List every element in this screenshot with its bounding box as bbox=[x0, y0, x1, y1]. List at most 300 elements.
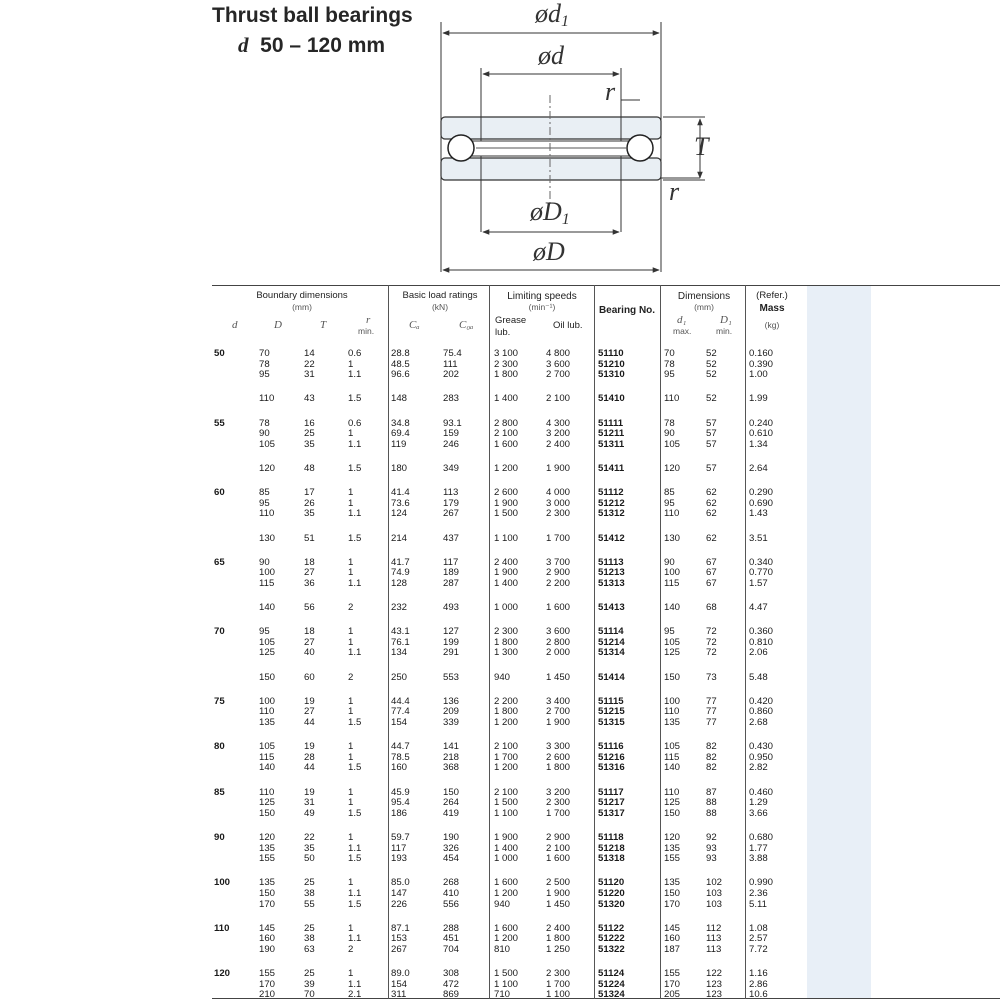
cell-mass: 0.680 bbox=[749, 831, 774, 843]
cell-T: 25 bbox=[304, 877, 315, 889]
row-group bbox=[212, 488, 1000, 520]
row-group bbox=[212, 349, 1000, 381]
cell-D: 190 bbox=[259, 943, 276, 955]
cell-grease: 940 bbox=[494, 671, 511, 683]
cell-r: 1.5 bbox=[348, 532, 362, 544]
cell-d: 75 bbox=[214, 695, 225, 707]
row-group bbox=[212, 394, 1000, 405]
cell-C0a: 267 bbox=[443, 508, 460, 520]
cell-Ca: 28.8 bbox=[391, 348, 410, 359]
cell-C0a: 246 bbox=[443, 438, 460, 450]
cell-D: 85 bbox=[259, 487, 270, 499]
header-col-grease: Grease bbox=[495, 315, 527, 326]
cell-T: 50 bbox=[304, 853, 315, 865]
cell-mass: 0.160 bbox=[749, 348, 774, 359]
cell-r: 1.5 bbox=[348, 762, 362, 774]
cell-Ca: 134 bbox=[391, 647, 408, 659]
cell-d1: 85 bbox=[664, 487, 675, 499]
cell-d: 55 bbox=[214, 417, 225, 429]
cell-grease: 1 700 bbox=[494, 751, 519, 763]
cell-C0a: 326 bbox=[443, 842, 460, 854]
cell-Ca: 186 bbox=[391, 807, 408, 819]
bearing-drawing bbox=[0, 0, 1000, 285]
cell-D1: 72 bbox=[706, 647, 717, 659]
cell-Ca: 148 bbox=[391, 393, 408, 405]
row-group bbox=[212, 673, 1000, 684]
cell-oil: 1 600 bbox=[546, 602, 571, 614]
cell-D: 105 bbox=[259, 741, 276, 753]
row-group bbox=[212, 464, 1000, 475]
cell-d1: 90 bbox=[664, 428, 675, 440]
ball-left bbox=[448, 135, 474, 161]
cell-oil: 1 450 bbox=[546, 898, 571, 910]
cell-Ca: 41.4 bbox=[391, 487, 410, 499]
cell-mass: 4.47 bbox=[749, 602, 768, 614]
cell-d1: 125 bbox=[664, 647, 681, 659]
subtitle-symbol: d bbox=[238, 33, 249, 57]
cell-Ca: 59.7 bbox=[391, 831, 410, 843]
row-group bbox=[212, 742, 1000, 774]
cell-grease: 1 500 bbox=[494, 968, 519, 980]
cell-d: 70 bbox=[214, 626, 225, 638]
cell-C0a: 869 bbox=[443, 989, 460, 1001]
cell-C0a: 553 bbox=[443, 671, 460, 683]
cell-oil: 4 800 bbox=[546, 348, 571, 359]
cell-bearing: 51324 bbox=[598, 989, 625, 1001]
header-col-C0a: C₀ₐ bbox=[459, 319, 474, 331]
cell-bearing: 51120 bbox=[598, 877, 625, 889]
cell-T: 35 bbox=[304, 508, 315, 520]
table-row bbox=[212, 440, 1000, 451]
cell-grease: 3 100 bbox=[494, 348, 519, 359]
cell-d1: 155 bbox=[664, 968, 681, 980]
cell-Ca: 124 bbox=[391, 508, 408, 520]
cell-T: 31 bbox=[304, 797, 315, 809]
cell-Ca: 87.1 bbox=[391, 922, 410, 934]
cell-C0a: 268 bbox=[443, 877, 460, 889]
cell-grease: 2 800 bbox=[494, 417, 519, 429]
cell-grease: 1 300 bbox=[494, 647, 519, 659]
cell-r: 2 bbox=[348, 943, 354, 955]
cell-oil: 2 600 bbox=[546, 751, 571, 763]
cell-T: 44 bbox=[304, 762, 315, 774]
cell-oil: 1 700 bbox=[546, 978, 571, 990]
cell-Ca: 117 bbox=[391, 842, 407, 854]
cell-D1: 62 bbox=[706, 532, 717, 544]
cell-D: 110 bbox=[259, 508, 275, 520]
cell-bearing: 51411 bbox=[598, 462, 625, 474]
cell-grease: 940 bbox=[494, 898, 511, 910]
cell-D: 125 bbox=[259, 647, 276, 659]
cell-D: 150 bbox=[259, 807, 276, 819]
cell-r: 1 bbox=[348, 487, 354, 499]
cell-d1: 205 bbox=[664, 989, 681, 1001]
cell-D: 70 bbox=[259, 348, 270, 359]
cell-grease: 2 100 bbox=[494, 741, 519, 753]
cell-D: 160 bbox=[259, 933, 276, 945]
cell-grease: 1 400 bbox=[494, 393, 519, 405]
cell-C0a: 202 bbox=[443, 369, 460, 381]
row-group bbox=[212, 603, 1000, 614]
table-row bbox=[212, 854, 1000, 865]
header-col-r-min: min. bbox=[358, 326, 375, 336]
cell-Ca: 128 bbox=[391, 577, 408, 589]
cell-T: 25 bbox=[304, 922, 315, 934]
cell-d1: 105 bbox=[664, 636, 681, 648]
cell-Ca: 69.4 bbox=[391, 428, 410, 440]
cell-D: 145 bbox=[259, 922, 276, 934]
cell-D1: 57 bbox=[706, 417, 717, 429]
cell-D1: 62 bbox=[706, 487, 717, 499]
cell-D: 78 bbox=[259, 417, 270, 429]
cell-d: 80 bbox=[214, 741, 225, 753]
cell-T: 27 bbox=[304, 636, 315, 648]
cell-D1: 67 bbox=[706, 577, 717, 589]
cell-r: 1.5 bbox=[348, 898, 362, 910]
cell-T: 25 bbox=[304, 428, 315, 440]
row-group bbox=[212, 558, 1000, 590]
cell-bearing: 51212 bbox=[598, 497, 625, 509]
cell-d1: 105 bbox=[664, 741, 681, 753]
table-row bbox=[212, 718, 1000, 729]
label-d: ød bbox=[538, 41, 564, 70]
cell-d1: 130 bbox=[664, 532, 681, 544]
cell-D1: 52 bbox=[706, 358, 717, 370]
cell-mass: 2.57 bbox=[749, 933, 768, 945]
cell-grease: 1 100 bbox=[494, 978, 519, 990]
cell-oil: 2 000 bbox=[546, 647, 571, 659]
cell-oil: 1 900 bbox=[546, 717, 571, 728]
cell-oil: 3 200 bbox=[546, 786, 571, 798]
cell-D1: 67 bbox=[706, 556, 717, 568]
table-top-border bbox=[212, 285, 1000, 286]
cell-T: 19 bbox=[304, 786, 315, 798]
cell-mass: 2.06 bbox=[749, 647, 768, 659]
cell-grease: 2 100 bbox=[494, 786, 519, 798]
label-d1: ød1 bbox=[535, 0, 569, 30]
cell-D1: 82 bbox=[706, 751, 717, 763]
cell-C0a: 159 bbox=[443, 428, 460, 440]
cell-T: 22 bbox=[304, 831, 315, 843]
header-col-d: d bbox=[232, 319, 238, 331]
cell-bearing: 51222 bbox=[598, 933, 625, 945]
cell-D1: 122 bbox=[706, 968, 723, 980]
cell-mass: 1.77 bbox=[749, 842, 768, 854]
cell-T: 49 bbox=[304, 807, 315, 819]
cell-Ca: 44.4 bbox=[391, 695, 410, 707]
cell-d1: 110 bbox=[664, 508, 680, 520]
cell-D1: 113 bbox=[706, 943, 722, 955]
cell-d1: 150 bbox=[664, 887, 681, 899]
cell-d1: 78 bbox=[664, 417, 675, 429]
table-row bbox=[212, 673, 1000, 684]
table-row bbox=[212, 603, 1000, 614]
header-col-T: T bbox=[320, 319, 327, 331]
cell-T: 16 bbox=[304, 417, 315, 429]
cell-r: 1.5 bbox=[348, 393, 362, 405]
cell-D: 95 bbox=[259, 497, 270, 509]
cell-mass: 0.610 bbox=[749, 428, 774, 440]
cell-D: 170 bbox=[259, 978, 276, 990]
cell-C0a: 493 bbox=[443, 602, 460, 614]
row-group bbox=[212, 969, 1000, 1001]
cell-T: 18 bbox=[304, 626, 315, 638]
table-row bbox=[212, 763, 1000, 774]
cell-C0a: 190 bbox=[443, 831, 460, 843]
cell-D: 155 bbox=[259, 853, 276, 865]
cell-C0a: 127 bbox=[443, 626, 460, 638]
cell-Ca: 154 bbox=[391, 717, 408, 728]
row-group bbox=[212, 419, 1000, 451]
cell-bearing: 51413 bbox=[598, 602, 625, 614]
cell-T: 27 bbox=[304, 567, 315, 579]
cell-grease: 1 500 bbox=[494, 797, 519, 809]
table-row bbox=[212, 579, 1000, 590]
cell-grease: 1 600 bbox=[494, 922, 519, 934]
cell-grease: 1 000 bbox=[494, 602, 519, 614]
cell-r: 1 bbox=[348, 751, 354, 763]
cell-bearing: 51311 bbox=[598, 438, 625, 450]
cell-Ca: 76.1 bbox=[391, 636, 410, 648]
cell-grease: 710 bbox=[494, 989, 511, 1001]
cell-mass: 2.86 bbox=[749, 978, 768, 990]
cell-D: 140 bbox=[259, 602, 276, 614]
cell-d1: 145 bbox=[664, 922, 681, 934]
cell-r: 0.6 bbox=[348, 417, 362, 429]
cell-r: 1.1 bbox=[348, 438, 362, 450]
cell-grease: 1 800 bbox=[494, 706, 519, 718]
cell-D: 95 bbox=[259, 369, 270, 381]
cell-D1: 93 bbox=[706, 842, 717, 854]
cell-D: 90 bbox=[259, 556, 270, 568]
cell-Ca: 96.6 bbox=[391, 369, 410, 381]
cell-C0a: 209 bbox=[443, 706, 460, 718]
cell-Ca: 44.7 bbox=[391, 741, 410, 753]
cell-grease: 1 600 bbox=[494, 438, 519, 450]
cell-C0a: 283 bbox=[443, 393, 460, 405]
cell-oil: 4 300 bbox=[546, 417, 571, 429]
cell-r: 1 bbox=[348, 567, 354, 579]
cell-mass: 0.240 bbox=[749, 417, 774, 429]
cell-T: 35 bbox=[304, 438, 315, 450]
cell-Ca: 214 bbox=[391, 532, 408, 544]
cell-C0a: 291 bbox=[443, 647, 460, 659]
cell-d1: 78 bbox=[664, 358, 675, 370]
bearing-table bbox=[212, 285, 1000, 999]
cell-d: 110 bbox=[214, 922, 230, 934]
cell-r: 1 bbox=[348, 556, 354, 568]
header-load-unit: (kN) bbox=[431, 302, 449, 312]
cell-Ca: 43.1 bbox=[391, 626, 410, 638]
cell-mass: 1.57 bbox=[749, 577, 768, 589]
cell-r: 1.1 bbox=[348, 842, 362, 854]
cell-grease: 2 200 bbox=[494, 695, 519, 707]
cell-Ca: 95.4 bbox=[391, 797, 410, 809]
cell-T: 17 bbox=[304, 487, 315, 499]
cell-bearing: 51213 bbox=[598, 567, 625, 579]
cell-r: 0.6 bbox=[348, 348, 362, 359]
cell-bearing: 51216 bbox=[598, 751, 625, 763]
cell-Ca: 89.0 bbox=[391, 968, 410, 980]
cell-oil: 1 450 bbox=[546, 671, 571, 683]
cell-grease: 1 800 bbox=[494, 636, 519, 648]
cell-bearing: 51320 bbox=[598, 898, 625, 910]
cell-bearing: 51410 bbox=[598, 393, 625, 405]
row-group bbox=[212, 627, 1000, 659]
cell-d: 60 bbox=[214, 487, 225, 499]
page-title: Thrust ball bearings bbox=[212, 4, 413, 27]
table-body bbox=[212, 349, 1000, 1001]
cell-mass: 1.00 bbox=[749, 369, 768, 381]
cell-T: 22 bbox=[304, 358, 315, 370]
cell-D: 140 bbox=[259, 762, 276, 774]
table-row bbox=[212, 833, 1000, 844]
cell-bearing: 51118 bbox=[598, 831, 624, 843]
cell-Ca: 154 bbox=[391, 978, 408, 990]
cell-grease: 1 400 bbox=[494, 842, 519, 854]
cell-T: 36 bbox=[304, 577, 315, 589]
cell-oil: 3 600 bbox=[546, 626, 571, 638]
ball-right bbox=[627, 135, 653, 161]
cell-r: 2 bbox=[348, 671, 354, 683]
table-row bbox=[212, 349, 1000, 360]
cell-oil: 2 800 bbox=[546, 636, 571, 648]
cell-Ca: 226 bbox=[391, 898, 408, 910]
row-group bbox=[212, 697, 1000, 729]
label-r-bottom: r bbox=[669, 177, 680, 206]
cell-grease: 2 600 bbox=[494, 487, 519, 499]
cell-D1: 88 bbox=[706, 797, 717, 809]
cell-r: 1 bbox=[348, 786, 354, 798]
cell-d1: 115 bbox=[664, 751, 680, 763]
cell-mass: 2.68 bbox=[749, 717, 768, 728]
cell-oil: 1 900 bbox=[546, 887, 571, 899]
cell-d1: 140 bbox=[664, 602, 681, 614]
cell-d: 120 bbox=[214, 968, 231, 980]
cell-D: 210 bbox=[259, 989, 276, 1001]
row-group bbox=[212, 878, 1000, 910]
cell-D1: 77 bbox=[706, 706, 717, 718]
label-D: øD bbox=[533, 237, 565, 266]
cell-Ca: 193 bbox=[391, 853, 408, 865]
cell-d1: 150 bbox=[664, 807, 681, 819]
cell-D1: 82 bbox=[706, 741, 717, 753]
cell-d: 90 bbox=[214, 831, 225, 843]
cell-D: 130 bbox=[259, 532, 276, 544]
cell-bearing: 51215 bbox=[598, 706, 625, 718]
cell-D1: 57 bbox=[706, 462, 717, 474]
cell-oil: 3 200 bbox=[546, 428, 571, 440]
cell-r: 1 bbox=[348, 636, 354, 648]
cell-T: 28 bbox=[304, 751, 315, 763]
cell-grease: 2 400 bbox=[494, 556, 519, 568]
cell-r: 1.5 bbox=[348, 807, 362, 819]
cell-oil: 2 100 bbox=[546, 842, 571, 854]
cell-d1: 95 bbox=[664, 369, 675, 381]
cell-T: 25 bbox=[304, 968, 315, 980]
table-row bbox=[212, 370, 1000, 381]
cell-C0a: 136 bbox=[443, 695, 460, 707]
table-row bbox=[212, 889, 1000, 900]
cell-C0a: 368 bbox=[443, 762, 460, 774]
cell-grease: 2 100 bbox=[494, 428, 519, 440]
cell-T: 56 bbox=[304, 602, 315, 614]
cell-d1: 110 bbox=[664, 706, 680, 718]
cell-d1: 160 bbox=[664, 933, 681, 945]
cell-C0a: 264 bbox=[443, 797, 460, 809]
cell-bearing: 51316 bbox=[598, 762, 625, 774]
cell-d1: 120 bbox=[664, 831, 681, 843]
cell-d: 85 bbox=[214, 786, 225, 798]
header-col-D1: D₁ bbox=[720, 314, 732, 326]
cell-D: 135 bbox=[259, 877, 276, 889]
cell-Ca: 85.0 bbox=[391, 877, 410, 889]
cell-D1: 68 bbox=[706, 602, 717, 614]
cell-oil: 2 300 bbox=[546, 968, 571, 980]
cell-bearing: 51217 bbox=[598, 797, 625, 809]
cell-mass: 0.770 bbox=[749, 567, 774, 579]
cell-bearing: 51211 bbox=[598, 428, 625, 440]
cell-mass: 0.860 bbox=[749, 706, 774, 718]
cell-bearing: 51115 bbox=[598, 695, 624, 707]
cell-oil: 2 700 bbox=[546, 369, 571, 381]
cell-T: 63 bbox=[304, 943, 315, 955]
cell-bearing: 51218 bbox=[598, 842, 625, 854]
cell-d1: 90 bbox=[664, 556, 675, 568]
cell-D1: 103 bbox=[706, 898, 723, 910]
cell-D: 115 bbox=[259, 577, 275, 589]
cell-oil: 3 300 bbox=[546, 741, 571, 753]
cell-D: 110 bbox=[259, 786, 275, 798]
cell-T: 70 bbox=[304, 989, 315, 1001]
cell-oil: 1 700 bbox=[546, 807, 571, 819]
cell-D1: 87 bbox=[706, 786, 717, 798]
cell-mass: 1.08 bbox=[749, 922, 768, 934]
cell-bearing: 51312 bbox=[598, 508, 625, 520]
cell-T: 26 bbox=[304, 497, 315, 509]
cell-Ca: 45.9 bbox=[391, 786, 410, 798]
cell-d1: 140 bbox=[664, 762, 681, 774]
cell-Ca: 153 bbox=[391, 933, 408, 945]
cell-mass: 0.690 bbox=[749, 497, 774, 509]
cell-d1: 100 bbox=[664, 567, 681, 579]
cell-C0a: 437 bbox=[443, 532, 460, 544]
cell-d1: 155 bbox=[664, 853, 681, 865]
table-row bbox=[212, 648, 1000, 659]
row-group bbox=[212, 924, 1000, 956]
cell-bearing: 51414 bbox=[598, 671, 625, 683]
cell-D: 110 bbox=[259, 706, 275, 718]
cell-D1: 113 bbox=[706, 933, 722, 945]
cell-bearing: 51112 bbox=[598, 487, 624, 499]
cell-grease: 810 bbox=[494, 943, 511, 955]
cell-d1: 115 bbox=[664, 577, 680, 589]
cell-oil: 2 300 bbox=[546, 508, 571, 520]
cell-D1: 72 bbox=[706, 626, 717, 638]
cell-D1: 123 bbox=[706, 989, 723, 1001]
cell-bearing: 51122 bbox=[598, 922, 625, 934]
cell-d1: 135 bbox=[664, 877, 681, 889]
cell-Ca: 147 bbox=[391, 887, 408, 899]
cell-T: 48 bbox=[304, 462, 315, 474]
cell-T: 44 bbox=[304, 717, 315, 728]
table-row bbox=[212, 534, 1000, 545]
header-mass-unit: (kg) bbox=[764, 320, 780, 330]
cell-r: 1.5 bbox=[348, 462, 362, 474]
cell-d1: 135 bbox=[664, 717, 681, 728]
cell-mass: 0.950 bbox=[749, 751, 774, 763]
cell-r: 1 bbox=[348, 428, 354, 440]
